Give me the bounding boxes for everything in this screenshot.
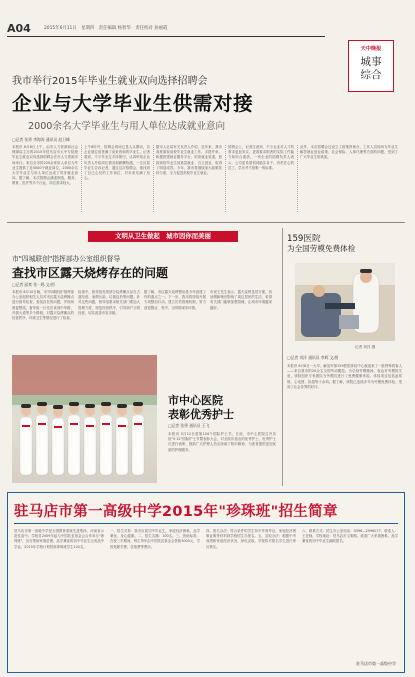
ad-signature: 驻马店市第一高级中学	[356, 661, 396, 666]
nurse-story-body: 本报讯 5月12日是第104个国际护士节。日前，市中心医院召开庆祝"5·12"国际护士节暨表彰大会，对全院评选出的优秀护士、优秀护士长进行表彰，鼓励广大护理人员弘扬南丁格尔精神，为患者提供更加优质的护理服务。	[168, 432, 276, 452]
civ-column-1: 本报讯 6月10日晚，市"四城联创"指挥部办公室组织相关人员对市区露天烧烤摊点进行督导检查，查找存在的问题，并现场督促整改。督导组一行先后来到中华路、开源大道等多个路段，对露天烧烤摊点的经营秩序、环境卫生等情况进行了检查。	[12, 290, 74, 321]
nurse-story-headline-2: 表彰优秀护士	[168, 408, 234, 421]
lead-headline: 企业与大学毕业生供需对接	[12, 92, 254, 115]
hospital-photo	[295, 263, 395, 341]
ad-rule	[14, 523, 398, 524]
column-divider	[153, 145, 154, 212]
lead-column-1: 本报讯 6月8日上午，由市人力资源和社会保障局主办的2015年驻马店市大中专院校毕业生就业双向选择招聘会在市人力资源市场举行。来自全市的200余家用人单位为毕业生提供了近5000个就业岗位，2000余名大学毕业生与用人单位达成了初步就业意向。据了解，本次招聘会涵盖制造、服务、教育、医疗等多个行业，岗位需求较大。	[12, 145, 78, 186]
section-name-1: 城事	[360, 56, 382, 68]
civ-column-2: 检查中，督导组发现部分烧烤摊点存在占道经营、油烟污染、垃圾乱扔等问题。针对这些问题，督导组要求相关部门要加大管理力度，规范经营秩序，引导商户文明经营，切实改善市容市貌。	[78, 290, 140, 315]
ad-column-1: 驻马店市第一高级中学是全国教育系统先进集体、河南省示范性高中。学校自2009年起与中国扶贫基金会合作举办"珍珠班"，旨在帮助家境贫困、品学兼优的初中毕业生完成高中学业。2015年学校计划招收珍珠班学生100名。	[14, 529, 104, 549]
section-logo	[348, 40, 394, 92]
lead-byline: □记者 张勇 李海涛 通讯员 赵卫峰	[12, 137, 70, 142]
lead-column-5: 此外，本次招聘会还设立了政策咨询台，工作人员现场为毕业生解答就业创业政策、社会保险、人事代理等方面的问题，受到了广大毕业生的欢迎。	[300, 145, 398, 160]
civ-headline: 查找市区露天烧烤存在的问题	[12, 266, 169, 280]
lead-column-2: 上午8时许，招聘会现场已是人头攒动，各企业展位前挤满了前来咨询的毕业生。记者看到，不少毕业生手持简历，认真听取企业负责人介绍岗位情况和薪酬待遇。一位应届毕业生告诉记者，通过这次招聘会，他找到了自己心仪的工作岗位，对未来充满了信心。	[84, 145, 150, 181]
ad-column-2: 一、招生对象：我市应届初中毕业生，家庭经济困难，品学兼优，身心健康。二、招生名额：100名。三、资助标准：在校三年期间，每生每年由中国扶贫基金会资助3000元，学校免除学费、住宿费等费用。	[110, 529, 200, 549]
hospital-headline-2: 为全国劳模免费体检	[287, 244, 356, 253]
ad-column-4: 六、联系方式：招生办公室电话：0396—2996077，联系人：王老师。学校地址：驻马店市文明路。欢迎广大家境困难、品学兼优的初中毕业生踊跃报名。	[302, 529, 398, 544]
civ-column-4: 市民王先生表示，露天烧烤虽然方便，但油烟和噪音影响了周边居民的生活，希望有关部门能够加强管理，让城市环境越来越好。	[210, 290, 272, 310]
ad-headline: 驻马店市第一高级中学2015年"珍珠班"招生简章	[14, 504, 338, 520]
lead-subhead: 2000余名大学毕业生与用人单位达成就业意向	[28, 121, 226, 132]
column-divider	[282, 228, 283, 486]
section-brand: 天中晚报	[360, 46, 382, 52]
lead-column-4: 招聘会上，记者注意到，不少企业对人才的需求更加务实，更看重求职者的实际工作能力和综合素质。一家企业的招聘负责人表示，公司更希望招到踏实肯干、有责任心的员工，学历并不是唯一的标准。	[228, 145, 294, 170]
hospital-illustration	[295, 263, 395, 341]
column-divider	[297, 145, 298, 212]
hospital-headline-1: 159医院	[287, 234, 321, 244]
ad-box	[7, 492, 405, 673]
section-name-2: 综合	[360, 69, 382, 81]
civ-byline: □记者 邱爽 张一鸣 文/图	[12, 282, 55, 287]
civ-banner: 文明从卫生做起 城市因你而美丽	[88, 231, 238, 242]
lead-kicker: 我市举行2015年毕业生就业双向选择招聘会	[12, 76, 208, 87]
hospital-photo-caption: 记者 刘洋 摄	[355, 345, 376, 349]
dateline: 2015年6月11日 星期四 责任编辑 杨智华 责任校对 孙丽霞	[44, 26, 168, 31]
column-divider	[225, 145, 226, 212]
ad-column-3: 四、报名办法：符合条件的学生持中考准考证、家庭经济困难证明等材料到学校招生办报名。五、录取办法：根据中考成绩和家庭经济状况，择优录取。学校将对报名学生进行家访核实。	[206, 529, 296, 549]
civ-kicker: 市"四城联创"指挥部办公室组织督导	[12, 255, 121, 263]
nurse-story-byline: □记者 张勇 通讯员 王飞	[168, 423, 210, 428]
civ-column-3: 据了解，市区露天烧烤整治是今年创建工作的重点之一。下一步，我市将持续开展专项整治行动，建立长效管理机制，努力营造整洁、有序、文明的城市环境。	[144, 290, 206, 310]
hospital-byline: □记者 刘洋 通讯员 李辉 文/图	[287, 355, 339, 360]
page-number: A04	[7, 22, 31, 35]
lead-column-3: 据市人社局有关负责人介绍，近年来，我市高度重视高校毕业生就业工作，多措并举，积极搭建就业服务平台，拓宽就业渠道，鼓励高校毕业生到基层就业、自主创业，取得了明显成效。今年，我市将继续加大政策扶持力度，全力促进高校毕业生就业。	[156, 145, 222, 176]
nurses-illustration	[12, 355, 157, 483]
nurse-story-headline-1: 市中心医院	[168, 394, 223, 407]
header-rule	[7, 36, 325, 37]
hospital-body: 本报讯 6月8日一大早，解放军第159医院体检中心就迎来了一批特殊的客人——来自我市的20余名全国劳动模范。为弘扬劳模精神，表达对劳模的关爱，该院组织专家团队为劳模们进行了免费健康体检。体检项目包括血常规、心电图、彩超等十余项。据了解，该院已连续多年为劳模免费体检，受到了社会各界的好评。	[287, 364, 402, 389]
column-divider	[81, 145, 82, 212]
nurses-group-photo	[12, 355, 157, 483]
section-rule	[7, 222, 405, 223]
